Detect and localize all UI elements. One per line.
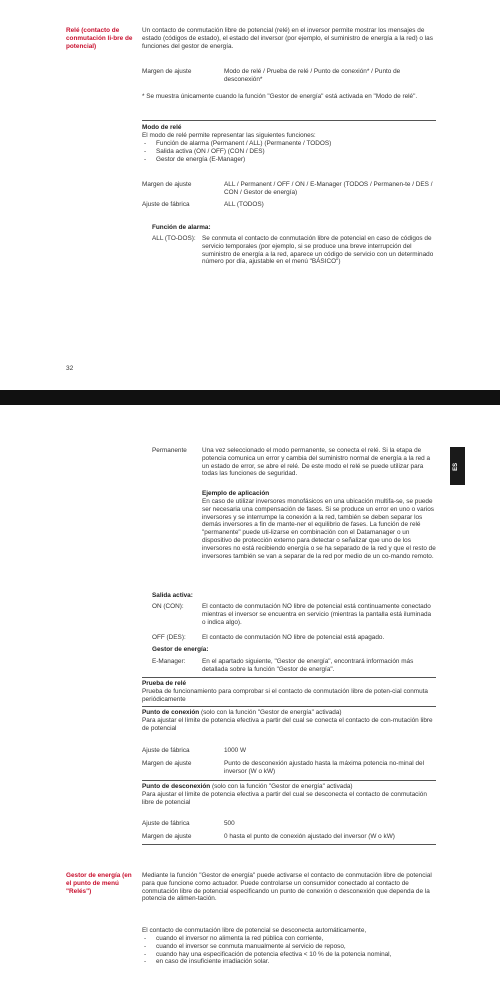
desconexion-note: (solo con la función "Gestor de energía" activada)	[211, 783, 353, 790]
language-tab: ES	[450, 447, 465, 485]
conexion-heading	[142, 709, 436, 717]
list-item: - Función de alarma (Permanent / ALL) (Permanente / TODOS)	[142, 140, 436, 148]
c-margin-value: Punto de desconexión ajustado hasta la máxima potencia no-minal del inversor (W o kW)	[224, 760, 425, 775]
relay-side-heading: Relé (contacto de conmutación li-bre de potencial)	[66, 27, 133, 50]
list-item: - cuando el inversor no alimenta la red pública con corriente,	[142, 935, 436, 943]
em-text: En el apartado siguiente, "Gestor de energía", encontrará información más detallada sobre la función "Gestor de energía".	[202, 658, 414, 673]
gestor-title: Gestor de energía:	[152, 646, 209, 653]
list-item: - cuando hay una especificación de potencia efectiva < 10 % de la potencia nominal,	[142, 951, 436, 959]
list-item: - cuando el inversor se conmuta manualmente al servicio de reposo,	[142, 943, 436, 951]
divider	[142, 677, 436, 678]
modo-rele-list	[142, 140, 436, 163]
salida-title: Salida activa:	[152, 592, 193, 599]
manual-page-32	[0, 0, 500, 390]
c-factory-value: 1000 W	[224, 747, 247, 754]
prueba-text: Prueba de funcionamiento para comprobar si el contacto de conmutación libre de poten-cial conmuta periódicamente	[142, 688, 428, 703]
gestor-list	[142, 935, 436, 966]
factory-label: Ajuste de fábrica	[142, 201, 190, 208]
page-number: 32	[66, 365, 74, 372]
conexion-text: Para ajustar el límite de potencia efectiva a partir del cual se conecta el contacto de con-mutación libre de potencial	[142, 717, 433, 732]
gestor-auto: El contacto de conmutación libre de potencial se desconecta automáticamente,	[142, 927, 367, 934]
list-item: - Salida activa (ON / OFF) (CON / DES)	[142, 148, 436, 156]
factory-value: ALL (TODOS)	[224, 201, 264, 208]
modo-margin-value: ALL / Permanent / OFF / ON / E-Manager (TODOS / Permanen-te / DES / CON / Gestor de energía)	[224, 181, 433, 196]
desconexion-title: Punto de desconexión	[142, 783, 211, 790]
on-label: ON (CON):	[152, 603, 184, 610]
conexion-note: (solo con la función "Gestor de energía" activada)	[200, 709, 342, 716]
permanente-text: Una vez seleccionado el modo permanente, se conecta el relé. Si la etapa de potencia comunica un error y cambia del suministro normal de energía a la red a un estado de error, se abre el relé. De este modo el relé se puede utilizar para todas las funciones de seguridad.	[202, 447, 431, 478]
gestor-side-heading: Gestor de energía (en el punto de menú "Relés")	[66, 872, 132, 895]
margin-value: Modo de relé / Prueba de relé / Punto de conexión* / Punto de desconexión*	[224, 68, 401, 83]
divider	[142, 844, 436, 845]
divider	[142, 706, 436, 707]
desconexion-heading	[142, 783, 436, 791]
c-factory-label: Ajuste de fábrica	[142, 747, 190, 754]
page-gap	[0, 390, 500, 405]
conexion-title: Punto de conexión	[142, 709, 200, 716]
modo-rele-desc: El modo de relé permite representar las siguientes funciones:	[142, 132, 316, 139]
desconexion-text: Para ajustar el límite de potencia efectiva a partir del cual se desconecta el contacto de conmutación libre de potencial	[142, 791, 427, 806]
ejemplo-title: Ejemplo de aplicación	[202, 490, 270, 497]
modo-rele-title: Modo de relé	[142, 124, 182, 131]
em-label: E-Manager:	[152, 658, 186, 665]
permanente-label: Permanente	[152, 447, 187, 454]
alarm-label: ALL (TO-DOS):	[152, 235, 196, 242]
relay-intro: Un contacto de conmutación libre de potencial (relé) en el inversor permite mostrar los mensajes de estado (códigos de estado), el estado del inversor (por ejemplo, el suministro de energía a la red) o las funciones del gestor de energía.	[142, 27, 433, 50]
margin-label: Margen de ajuste	[142, 68, 192, 75]
modo-margin-label: Margen de ajuste	[142, 181, 192, 188]
footnote: * Se muestra únicamente cuando la función "Gestor de energía" está activada en "Modo de relé".	[142, 93, 418, 100]
c-margin-label: Margen de ajuste	[142, 760, 192, 767]
gestor-intro: Mediante la función "Gestor de energía" puede activarse el contacto de conmutación libre de potencial para que funcione como actuador. Puede controlarse un consumidor conectado al contacto de conmutación libre de potencial especificando un punto de conexión o desconexión que dependa de la potencia de alimen-tación.	[142, 872, 432, 903]
off-label: OFF (DES):	[152, 634, 186, 641]
list-item: - en caso de insuficiente irradiación solar.	[142, 958, 436, 966]
ejemplo-text: En caso de utilizar inversores monofásicos en una ubicación multifa-se, se puede ser necesaria una compensación de fases. Si se produce un error en uno o varios inversores y se interrumpe la conexión a la red, también se deben separar los demás inversores a fin de mante-ner el equilibrio de fases. La función de relé "permanente" puede uti-lizarse en combinación con el Datamanager o un dispositivo de protección externo para detectar o señalizar que uno de los inversores no está recibiendo energía o se ha separado de la red y que el resto de inversores también se van a separar de la red por medio de un co-mando remoto.	[202, 498, 436, 560]
d-factory-value: 500	[224, 820, 235, 827]
alarm-text: Se conmuta el contacto de conmutación libre de potencial en caso de códigos de servicio temporales (por ejemplo, si se produce una breve interrupción del suministro de energía a la red, aparece un código de servicio con un determinado número por día, ajustable en el menú "BÁSICO")	[202, 235, 434, 266]
prueba-title: Prueba de relé	[142, 680, 187, 687]
alarm-title: Función de alarma:	[152, 224, 211, 231]
d-margin-label: Margen de ajuste	[142, 833, 192, 840]
divider	[142, 120, 436, 121]
d-factory-label: Ajuste de fábrica	[142, 820, 190, 827]
off-text: El contacto de conmutación NO libre de potencial está apagado.	[202, 634, 385, 641]
divider	[142, 780, 436, 781]
on-text: El contacto de conmutación NO libre de potencial está continuamente conectado mientras el inversor se encuentra en servicio (mientras la pantalla está iluminada o indica algo).	[202, 603, 432, 626]
d-margin-value: 0 hasta el punto de conexión ajustado del inversor (W o kW)	[224, 833, 395, 840]
list-item: - Gestor de energía (E-Manager)	[142, 156, 436, 164]
